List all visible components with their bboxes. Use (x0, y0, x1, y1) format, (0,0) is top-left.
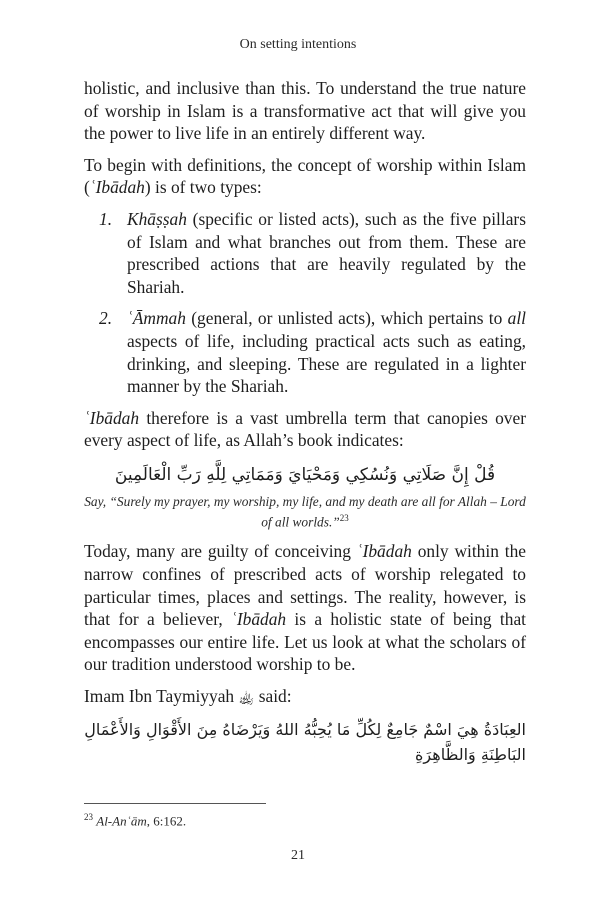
running-head: On setting intentions (239, 37, 357, 52)
quote-arabic-line-1: العِبَادَةُ هِيَ اسْمٌ جَامِعٌ لِكُلِّ مَا يُحِبُّهُ اللهُ وَيَرْضَاهُ مِنَ الأَقْوَالِ وَالأَعْمَالِ (84, 719, 526, 739)
footnote-ref: 23 (339, 512, 349, 523)
paragraph-definitions (84, 154, 526, 199)
paragraph-ibn-taymiyyah: Imam Ibn Taymiyyah ﵀ said: (84, 685, 292, 706)
worship-types-list (84, 208, 526, 398)
footnote (84, 812, 186, 829)
term-ibadah: ʿIbādah (89, 177, 145, 198)
today-text-c: is a holistic state of being that encompasses our entire life. Let us look at what the scholars of our tradition understood worship to be. (84, 609, 526, 675)
verse-arabic: قُلْ إِنَّ صَلَاتِي وَنُسُكِي وَمَحْيَايَ وَمَمَاتِي لِلَّهِ رَبِّ الْعَالَمِينَ (114, 464, 496, 485)
list-item-text-b: aspects of life, including practical acts such as eating, drinking, and sleeping. These are regulated in a lighter manner by the Shariah. (127, 330, 526, 397)
paragraph-today (84, 540, 526, 676)
term-ibadah: ʿIbādah (84, 407, 140, 428)
umbrella-text: therefore is a vast umbrella term that canopies over every aspect of life, as Allah’s book indicates: (84, 407, 526, 451)
paragraph-continuation: holistic, and inclusive than this. To understand the true nature of worship in Islam is a transformative act that will give you the power to live life in an entirely different way. (84, 78, 526, 144)
list-item-khassah (84, 208, 526, 298)
list-item-text-a: (general, or unlisted acts), which pertains to (185, 308, 508, 329)
today-text-a: Today, many are guilty of conceiving (84, 541, 357, 562)
footnote-divider (84, 803, 266, 804)
quote-arabic-line-2: البَاطِنَةِ وَالظَّاهِرَةِ (415, 744, 526, 764)
today-text-b: only within the narrow confines of prescribed acts of worship relegated to particular times, places and settings. The reality, however, is that for a believer, (84, 541, 527, 630)
list-number: 2. (99, 308, 113, 329)
list-number: 1. (99, 208, 113, 229)
quote-arabic (84, 717, 526, 767)
definitions-text-b: ) is of two types: (144, 177, 262, 198)
list-item-text: (specific or listed acts), such as the five pillars of Islam and what branches out from them. These are prescribed actions that are heavily regulated by the Shariah. (127, 208, 526, 297)
definitions-text-a: To begin with definitions, the concept of worship within Islam ( (84, 154, 526, 198)
term-khassah: Khāṣṣah (127, 208, 187, 229)
emphasis-all: all (507, 308, 526, 329)
footnote-source: Al-Anʿām (96, 813, 147, 829)
term-ammah: ʿĀmmah (127, 308, 186, 329)
footnote-ref-text: , 6:162. (146, 813, 187, 829)
page-number: 21 (291, 848, 305, 863)
paragraph-umbrella (84, 407, 526, 452)
term-ibadah: ʿIbādah (356, 541, 412, 562)
verse-translation (84, 493, 526, 530)
verse-translation-text: Say, “Surely my prayer, my worship, my life, and my death are all for Allah – Lord of all worlds.” (84, 493, 526, 530)
footnote-number: 23 (84, 812, 93, 822)
page-body (84, 77, 526, 767)
list-item-ammah (84, 307, 526, 397)
term-ibadah: ʿIbādah (231, 609, 287, 630)
